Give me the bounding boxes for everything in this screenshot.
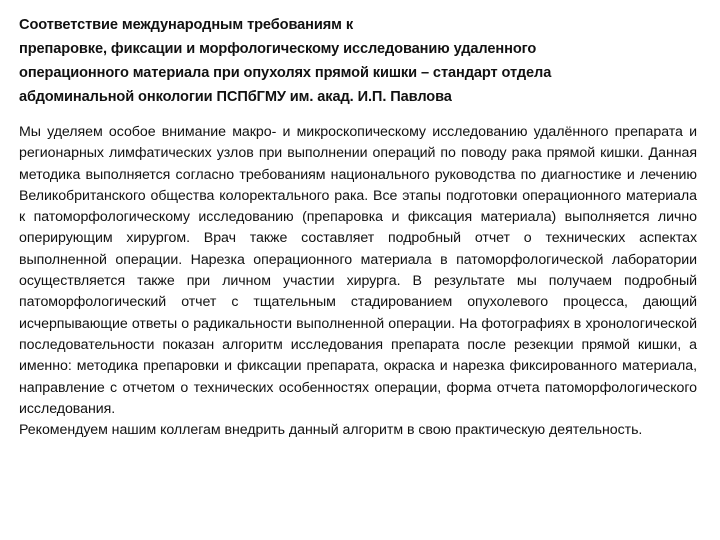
title-line: абдоминальной онкологии ПСПбГМУ им. акад. И.П. Павлова — [19, 89, 452, 105]
document-title — [19, 13, 697, 109]
title-line: операционного материала при опухолях прямой кишки – стандарт отдела — [19, 65, 552, 81]
body-paragraph — [19, 122, 697, 441]
body-paragraph-main: Мы уделяем особое внимание макро- и микроскопическому исследованию удалённого препарата и регионарных лимфатических узлов при выполнении операций по поводу рака прямой кишки. Данная методика выполняется согласно требованиям национального руководства по диагностике и лечению Великобританского общества колоректального рака. Все этапы подготовки операционного материала к патоморфологическому исследованию (препаровка и фиксация материала) выполняется лично оперирующим хирургом. Врач также составляет подробный отчет о технических аспектах выполненной операции. Нарезка операционного материала в патоморфологической лаборатории осуществляется также при личном участии хирурга. В результате мы получаем подробный патоморфологический отчет с тщательным стадированием опухолевого процесса, дающий исчерпывающие ответы о радикальности выполненной операции. На фотографиях в хронологической последовательности показан алгоритм исследования препарата после резекции прямой кишки, а именно: методика препаровки и фиксации препарата, окраска и нарезка фиксированного материала, направление с отчетом о технических особенностях операции, форма отчета патоморфологического исследования. — [19, 124, 697, 417]
title-line: Соответствие международным требованиям к — [19, 17, 354, 33]
document-page — [19, 13, 697, 441]
body-paragraph-recommendation: Рекомендуем нашим коллегам внедрить данный алгоритм в свою практическую деятельность. — [19, 422, 643, 439]
title-line: препаровке, фиксации и морфологическому исследованию удаленного — [19, 41, 537, 57]
